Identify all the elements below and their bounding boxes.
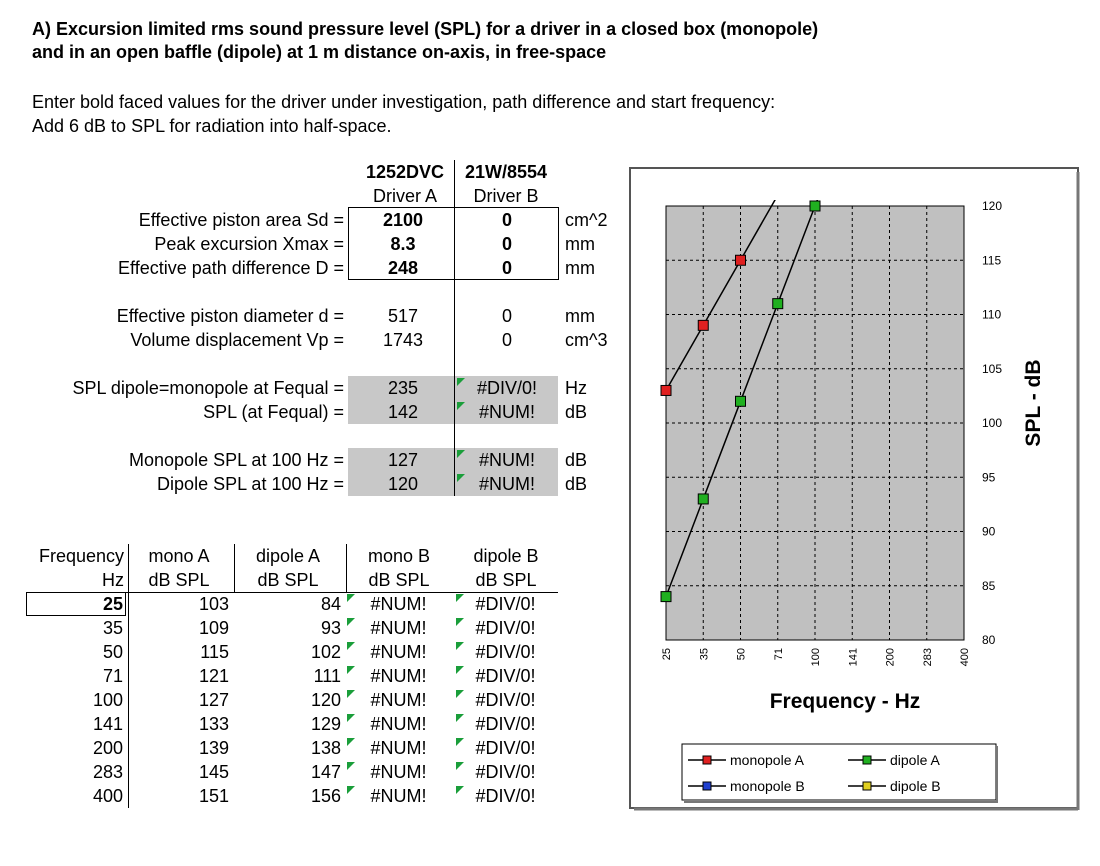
error-indicator-icon — [347, 666, 355, 674]
spl-cell: 115 — [200, 642, 229, 662]
frequency-cell: 50 — [102, 642, 123, 662]
y-tick-label: 100 — [982, 416, 1003, 430]
intro-line-2: Add 6 dB to SPL for radiation into half-space. — [32, 116, 392, 136]
error-indicator-icon — [456, 618, 464, 626]
spl-cell: #NUM! — [370, 618, 427, 638]
at100-unit: dB — [565, 450, 588, 470]
error-indicator-icon — [347, 786, 355, 794]
spl-cell: 139 — [198, 738, 229, 758]
fequal-label: SPL (at Fequal) = — [203, 402, 344, 422]
spl-cell: 103 — [198, 594, 229, 614]
x-axis-title: Frequency - Hz — [769, 690, 921, 713]
error-indicator-icon — [457, 450, 465, 458]
error-indicator-icon — [347, 642, 355, 650]
error-indicator-icon — [457, 402, 465, 410]
at100-unit: dB — [565, 474, 588, 494]
table-col-divider — [234, 544, 235, 592]
page-title — [32, 18, 818, 64]
error-indicator-icon — [347, 714, 355, 722]
spl-cell: 93 — [320, 618, 341, 638]
legend-label: monopole A — [730, 752, 804, 768]
spl-cell: 111 — [313, 666, 341, 686]
at100-value-a: 127 — [387, 450, 419, 470]
legend-marker — [703, 756, 711, 764]
intro-line-1: Enter bold faced values for the driver under investigation, path difference and start frequency: — [32, 92, 776, 112]
legend-label: dipole B — [890, 778, 941, 794]
params-value-a[interactable]: 2100 — [382, 210, 424, 230]
spl-cell: 147 — [310, 762, 341, 782]
table-col-divider — [346, 544, 347, 592]
legend-label: dipole A — [890, 752, 940, 768]
params-unit: mm — [565, 234, 595, 254]
params-box-right — [558, 207, 559, 280]
table-header-unit: dB SPL — [475, 570, 537, 590]
spl-cell: #NUM! — [370, 786, 427, 806]
table-header-unit: dB SPL — [368, 570, 430, 590]
spl-cell: #NUM! — [370, 642, 427, 662]
spl-cell: 109 — [198, 618, 229, 638]
frequency-cell: 283 — [92, 762, 123, 782]
derived-value-a: 1743 — [382, 330, 424, 350]
derived-label: Effective piston diameter d = — [116, 306, 344, 326]
y-tick-label: 90 — [982, 524, 996, 539]
spl-cell: #DIV/0! — [475, 738, 536, 758]
error-indicator-icon — [457, 378, 465, 386]
data-point-marker — [736, 255, 746, 265]
spl-cell: #DIV/0! — [475, 714, 536, 734]
data-point-marker — [736, 396, 746, 406]
table-header: dipole B — [473, 546, 539, 566]
fequal-unit: Hz — [565, 378, 587, 398]
derived-value-a: 517 — [387, 306, 419, 326]
y-tick-label: 120 — [982, 199, 1003, 213]
x-tick-label: 35 — [698, 648, 711, 661]
y-tick-label: 85 — [982, 578, 996, 593]
spl-cell: #NUM! — [370, 738, 427, 758]
derived-value-b: 0 — [501, 330, 512, 350]
x-tick-label: 400 — [959, 648, 971, 667]
derived-unit: mm — [565, 306, 595, 326]
x-tick-label: 283 — [921, 648, 934, 667]
x-tick-label: 141 — [847, 648, 860, 667]
params-unit: mm — [565, 258, 595, 278]
y-tick-label: 115 — [982, 253, 1002, 268]
error-indicator-icon — [456, 642, 464, 650]
error-indicator-icon — [347, 762, 355, 770]
legend-marker — [863, 782, 871, 790]
driver-a-model: 1252DVC — [365, 162, 445, 182]
spl-cell: #NUM! — [370, 762, 427, 782]
spl-cell: #DIV/0! — [475, 762, 536, 782]
spl-cell: #DIV/0! — [475, 618, 536, 638]
spl-cell: 102 — [310, 642, 341, 662]
error-indicator-icon — [456, 666, 464, 674]
start-frequency-selection — [26, 592, 126, 616]
frequency-cell: 400 — [92, 786, 123, 806]
error-indicator-icon — [347, 594, 355, 602]
data-point-marker — [661, 592, 671, 602]
spl-cell: 127 — [198, 690, 229, 710]
spl-cell: 133 — [198, 714, 229, 734]
x-tick-label: 200 — [884, 648, 897, 667]
frequency-cell: 141 — [92, 714, 123, 734]
frequency-cell: 35 — [102, 618, 123, 638]
table-header: mono A — [148, 546, 210, 566]
table-header: Frequency — [38, 546, 124, 566]
x-tick-label: 71 — [772, 648, 785, 661]
error-indicator-icon — [347, 690, 355, 698]
spl-cell: #DIV/0! — [475, 690, 536, 710]
spl-cell: 129 — [310, 714, 341, 734]
error-indicator-icon — [456, 690, 464, 698]
at100-value-b: #NUM! — [478, 474, 535, 494]
spl-cell: 121 — [198, 666, 229, 686]
derived-label: Volume displacement Vp = — [130, 330, 344, 350]
data-point-marker — [661, 385, 671, 395]
fequal-value-a: 235 — [387, 378, 419, 398]
params-label: Peak excursion Xmax = — [154, 234, 344, 254]
driver-b-model: 21W/8554 — [464, 162, 548, 182]
params-label: Effective piston area Sd = — [138, 210, 344, 230]
error-indicator-icon — [347, 618, 355, 626]
at100-value-b: #NUM! — [478, 450, 535, 470]
error-indicator-icon — [457, 474, 465, 482]
error-indicator-icon — [456, 594, 464, 602]
x-tick-label: 50 — [735, 648, 748, 661]
params-value-b[interactable]: 0 — [501, 210, 512, 230]
driver-a-label: Driver A — [372, 186, 437, 206]
table-header: mono B — [367, 546, 431, 566]
spl-cell: #DIV/0! — [475, 786, 536, 806]
y-tick-label: 95 — [982, 470, 996, 485]
y-axis-title: SPL - dB — [1022, 359, 1045, 447]
params-value-b[interactable]: 0 — [501, 258, 512, 278]
error-indicator-icon — [456, 762, 464, 770]
error-indicator-icon — [456, 786, 464, 794]
frequency-cell: 71 — [102, 666, 123, 686]
spl-cell: #NUM! — [370, 594, 427, 614]
title-line-1: A) Excursion limited rms sound pressure level (SPL) for a driver in a closed box (monopole) — [32, 19, 819, 39]
table-col-divider — [128, 544, 129, 592]
fequal-value-b: #NUM! — [478, 402, 535, 422]
params-unit: cm^2 — [565, 210, 608, 230]
title-line-2: and in an open baffle (dipole) at 1 m distance on-axis, in free-space — [32, 42, 607, 62]
x-tick-label: 25 — [661, 648, 673, 661]
fequal-unit: dB — [565, 402, 588, 422]
spl-cell: 145 — [198, 762, 229, 782]
spl-cell: #DIV/0! — [475, 642, 536, 662]
table-header: dipole A — [255, 546, 321, 566]
data-point-marker — [773, 299, 783, 309]
spl-cell: #DIV/0! — [475, 666, 536, 686]
derived-value-b: 0 — [501, 306, 512, 326]
x-tick-label: 100 — [810, 648, 822, 667]
frequency-cell: 200 — [92, 738, 123, 758]
fequal-value-b: #DIV/0! — [476, 378, 538, 398]
spl-cell: 151 — [198, 786, 229, 806]
driver-divider — [454, 160, 455, 496]
table-header-unit: dB SPL — [148, 570, 210, 590]
frequency-cell[interactable]: 25 — [102, 594, 123, 614]
intro-text — [32, 90, 775, 138]
params-label: Effective path difference D = — [118, 258, 344, 278]
data-point-marker — [698, 320, 708, 330]
driver-b-label: Driver B — [473, 186, 539, 206]
params-value-a[interactable]: 248 — [387, 258, 419, 278]
params-value-b[interactable]: 0 — [501, 234, 512, 254]
fequal-value-a: 142 — [387, 402, 419, 422]
error-indicator-icon — [456, 714, 464, 722]
legend-label: monopole B — [730, 778, 805, 794]
at100-label: Dipole SPL at 100 Hz = — [157, 474, 344, 494]
spl-cell: #NUM! — [370, 666, 427, 686]
y-tick-label: 105 — [982, 361, 1003, 376]
spl-cell: 138 — [310, 738, 341, 758]
error-indicator-icon — [456, 738, 464, 746]
spl-cell: #DIV/0! — [475, 594, 536, 614]
legend-marker — [703, 782, 711, 790]
data-point-marker — [810, 201, 820, 211]
data-point-marker — [698, 494, 708, 504]
spl-cell: #NUM! — [370, 690, 427, 710]
table-header-unit: dB SPL — [257, 570, 319, 590]
spl-cell: 84 — [320, 594, 341, 614]
spl-cell: 156 — [310, 786, 341, 806]
y-tick-label: 110 — [982, 307, 1002, 322]
at100-label: Monopole SPL at 100 Hz = — [129, 450, 344, 470]
fequal-label: SPL dipole=monopole at Fequal = — [72, 378, 344, 398]
derived-unit: cm^3 — [565, 330, 608, 350]
at100-value-a: 120 — [387, 474, 419, 494]
params-box-left — [348, 207, 349, 280]
spl-cell: 120 — [310, 690, 341, 710]
spl-cell: #NUM! — [370, 714, 427, 734]
legend-marker — [863, 756, 871, 764]
error-indicator-icon — [347, 738, 355, 746]
y-tick-label: 80 — [982, 633, 996, 647]
spl-chart — [626, 164, 1086, 812]
params-value-a[interactable]: 8.3 — [390, 234, 416, 254]
frequency-cell: 100 — [92, 690, 123, 710]
table-header-unit: Hz — [102, 570, 124, 590]
